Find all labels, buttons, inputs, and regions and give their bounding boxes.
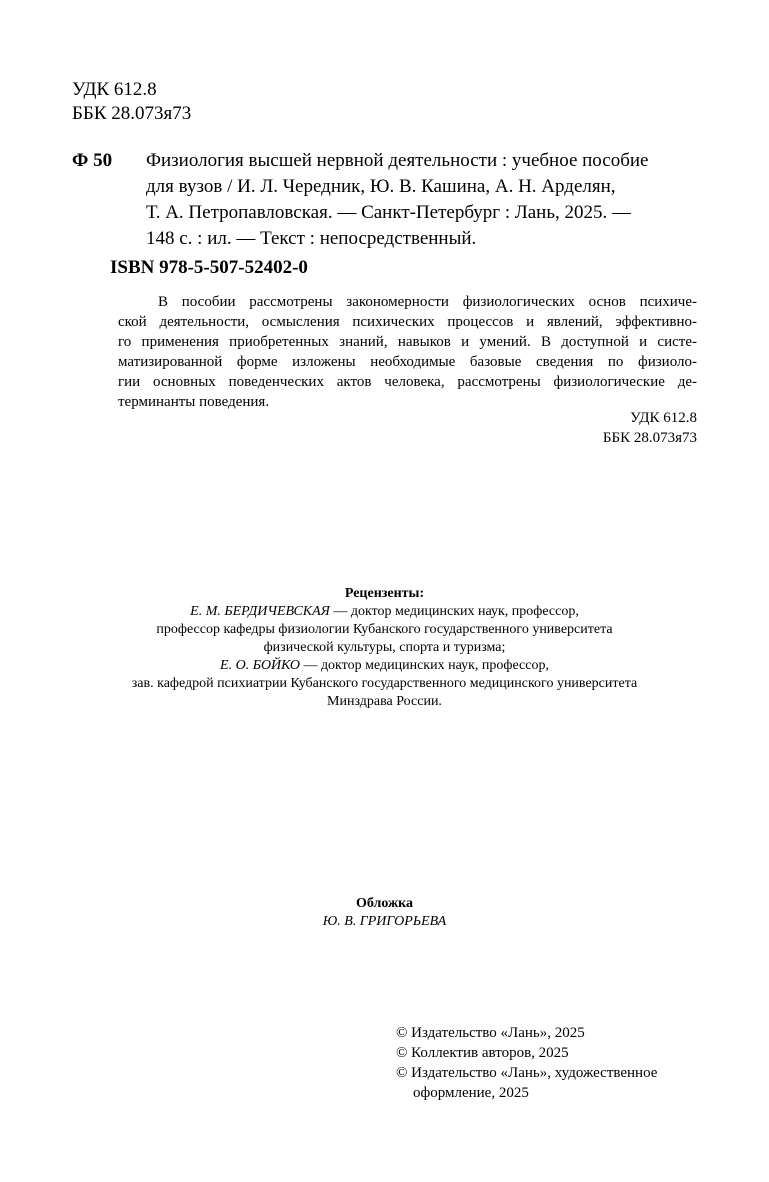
classification-codes-bottom xyxy=(603,408,697,448)
abstract xyxy=(118,292,697,412)
copyright-block xyxy=(396,1023,657,1103)
cover-heading: Обложка xyxy=(355,896,414,911)
abstract-line: терминанты поведения. xyxy=(118,394,270,410)
copyright-line: © Издательство «Лань», художественное xyxy=(396,1065,658,1081)
reviewer-affiliation: зав. кафедрой психиатрии Кубанского государственного медицинского университета xyxy=(131,676,638,691)
bibliographic-description xyxy=(110,148,700,252)
copyright-line: оформление, 2025 xyxy=(413,1085,529,1101)
classification-codes-top xyxy=(72,78,191,126)
reviewer-2 xyxy=(100,657,669,675)
bbk-code: ББК 28.073я73 xyxy=(72,103,192,124)
reviewer-name: Е. М. БЕРДИЧЕВСКАЯ xyxy=(190,604,330,619)
bibliographic-line: для вузов / И. Л. Чередник, Ю. В. Кашина, А. Н. Арделян, xyxy=(146,176,616,197)
isbn: ISBN 978-5-507-52402-0 xyxy=(110,257,308,278)
cover-designer: Ю. В. ГРИГОРЬЕВА xyxy=(322,914,447,929)
bibliographic-line: Т. А. Петропавловская. — Санкт-Петербург : Лань, 2025. — xyxy=(146,202,632,223)
bibliographic-line: 148 с. : ил. — Текст : непосредственный. xyxy=(146,228,477,249)
abstract-line: В пособии рассмотрены закономерности физиологических основ психиче- xyxy=(158,294,697,310)
cover-credit xyxy=(200,895,569,931)
udk-code: УДК 612.8 xyxy=(630,410,697,426)
bibliographic-line: Физиология высшей нервной деятельности : учебное пособие xyxy=(146,150,649,171)
author-sign: Ф 50 xyxy=(72,150,113,171)
reviewer-credentials: — доктор медицинских наук, профессор, xyxy=(329,604,579,619)
abstract-line: гии основных поведенческих актов человека, рассмотрены физиологические де- xyxy=(118,374,697,390)
reviewer-affiliation: профессор кафедры физиологии Кубанского государственного университета xyxy=(156,622,613,637)
reviewer-affiliation: физической культуры, спорта и туризма; xyxy=(263,640,506,655)
abstract-line: ской деятельности, осмысления психических процессов и явлений, эффективно- xyxy=(118,314,697,330)
reviewer-credentials: — доктор медицинских наук, профессор, xyxy=(299,658,549,673)
reviewer-1 xyxy=(100,603,669,621)
reviewer-name: Е. О. БОЙКО xyxy=(220,658,300,673)
copyright-line: © Коллектив авторов, 2025 xyxy=(396,1045,569,1061)
reviewers-block xyxy=(100,585,669,711)
catalog-entry xyxy=(72,148,700,252)
bbk-code: ББК 28.073я73 xyxy=(602,430,697,446)
abstract-line: го применения приобретенных знаний, навыков и умений. В доступной и систе- xyxy=(118,334,697,350)
reviewers-heading: Рецензенты: xyxy=(344,586,425,601)
copyright-line: © Издательство «Лань», 2025 xyxy=(396,1025,585,1041)
abstract-line: матизированной форме изложены необходимые базовые сведения по физиоло- xyxy=(118,354,697,370)
udk-code: УДК 612.8 xyxy=(72,79,157,100)
reviewer-affiliation: Минздрава России. xyxy=(327,694,442,709)
